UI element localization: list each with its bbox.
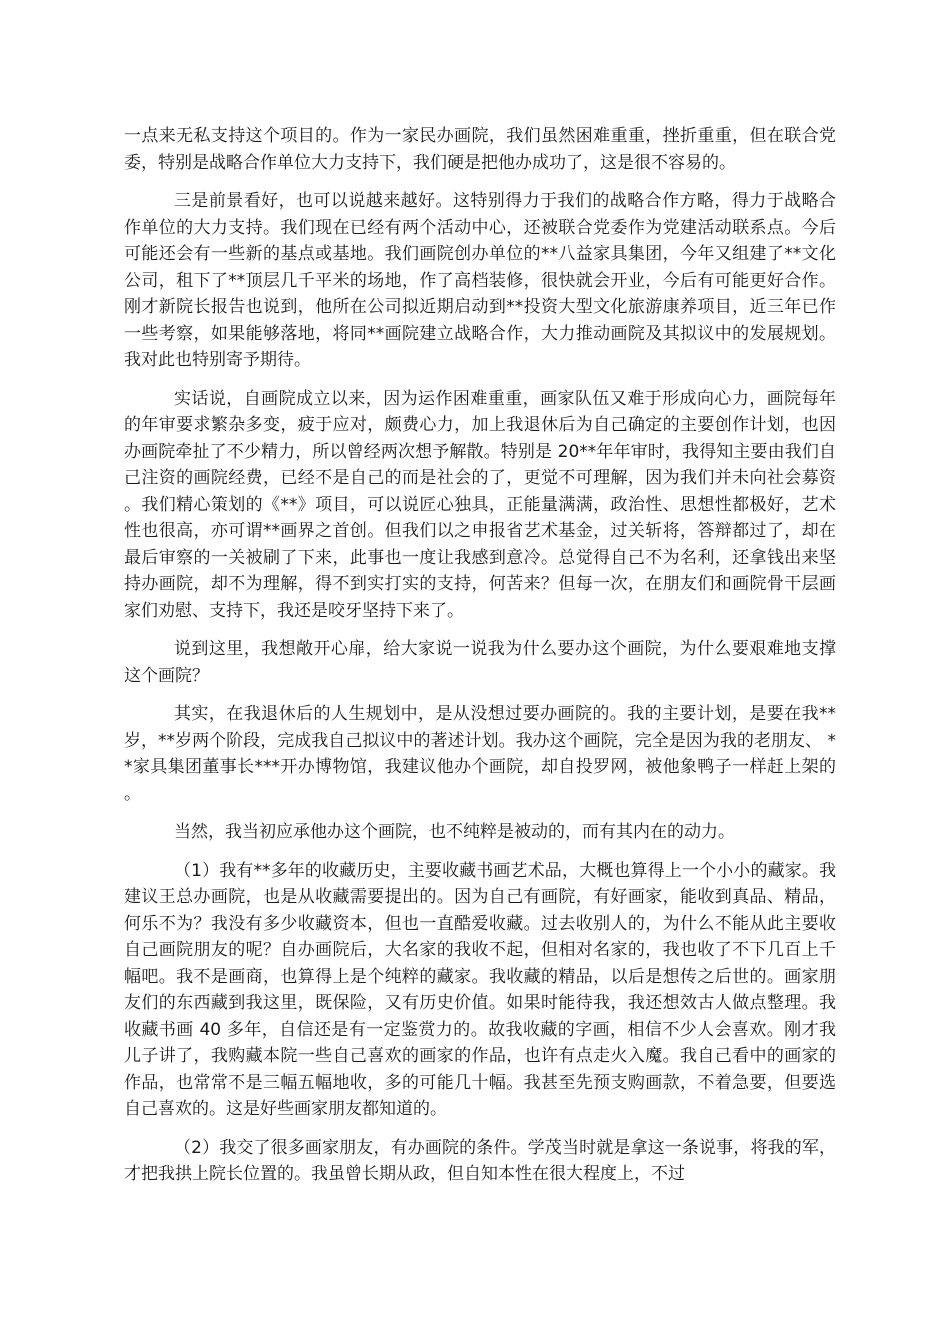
paragraph-5: 其实，在我退休后的人生规划中，是从没想过要办画院的。我的主要计划，是要在我**岁，**岁两个阶段，完成我自己拟议中的著述计划。我办这个画院，完全是因为我的老朋友、 **家具集团董事长***开办博物馆，我建议他办个画院，却自投罗网，被他象鸭子一样赶上架的。: [124, 704, 836, 804]
paragraph-6: 当然，我当初应承他办这个画院，也不纯粹是被动的，而有其内在的动力。: [174, 822, 735, 842]
paragraph-1: 一点来无私支持这个项目的。作为一家民办画院，我们虽然困难重重，挫折重重，但在联合党委，特别是战略合作单位大力支持下，我们硬是把他办成功了，这是很不容易的。: [124, 126, 836, 173]
paragraph-3: 实话说，自画院成立以来，因为运作困难重重，画家队伍又难于形成向心力，画院每年的年审要求繁杂多变，疲于应对，颇费心力，加上我退休后为自己确定的主要创作计划，也因办画院牵扯了不少精力，所以曾经两次想予解散。特别是 20**年年审时，我得知主要由我们自己注资的画院经费，已经不是自己的而是社会的了，更觉不可理解，因为我们并未向社会募资。我们精心策划的《**》项目，可以说匠心独具，正能量满满，政治性、思想性都极好，艺术性也很高，亦可谓**画界之首创。但我们以之申报省艺术基金，过关斩将，答辩都过了，却在最后审察的一关被刷了下来，此事也一度让我感到意冷。总觉得自己不为名利，还拿钱出来坚持办画院，却不为理解，得不到实打实的支持，何苦来？但每一次，在朋友们和画院骨干层画家们劝慰、支持下，我还是咬牙坚持下来了。: [124, 388, 836, 621]
paragraph-7: （1）我有**多年的收藏历史，主要收藏书画艺术品，大概也算得上一个小小的藏家。我建议王总办画院，也是从收藏需要提出的。因为自己有画院，有好画家，能收到真品、精品，何乐不为？我没有多少收藏资本，但也一直酷爱收藏。过去收别人的，为什么不能从此主要收自己画院朋友的呢？自办画院后，大名家的我收不起，但相对名家的，我也收了不下几百上千幅吧。我不是画商，也算得上是个纯粹的藏家。我收藏的精品，以后是想传之后世的。画家朋友们的东西藏到我这里，既保险，又有历史价值。如果时能待我，我还想效古人做点整理。我收藏书画 40 多年，自信还是有一定鉴赏力的。故我收藏的字画，相信不少人会喜欢。刚才我儿子讲了，我购藏本院一些自己喜欢的画家的作品，也许有点走火入魔。我自己看中的画家的作品，也常常不是三幅五幅地收，多的可能几十幅。我甚至先预支购画款，不着急要，但要选自己喜欢的。这是好些画家朋友都知道的。: [124, 860, 836, 1119]
document-body: [124, 123, 836, 1200]
paragraph-8: （2）我交了很多画家朋友，有办画院的条件。学茂当时就是拿这一条说事，将我的军，才把我拱上院长位置的。我虽曾长期从政，但自知本性在很大程度上，不过: [124, 1137, 836, 1184]
paragraph-4: 说到这里，我想敞开心扉，给大家说一说我为什么要办这个画院，为什么要艰难地支撑这个画院？: [124, 639, 836, 686]
paragraph-2: 三是前景看好，也可以说越来越好。这特别得力于我们的战略合作方略，得力于战略合作单位的大力支持。我们现在已经有两个活动中心，还被联合党委作为党建活动联系点。今后可能还会有一些新的基点或基地。我们画院创办单位的**八益家具集团，今年又组建了**文化公司，租下了**顶层几千平米的场地，作了高档装修，很快就会开业，今后有可能更好合作。刚才新院长报告也说到，他所在公司拟近期启动到**投资大型文化旅游康养项目，近三年已作一些考察，如果能够落地，将同**画院建立战略合作，大力推动画院及其拟议中的发展规划。我对此也特别寄予期待。: [124, 191, 836, 370]
